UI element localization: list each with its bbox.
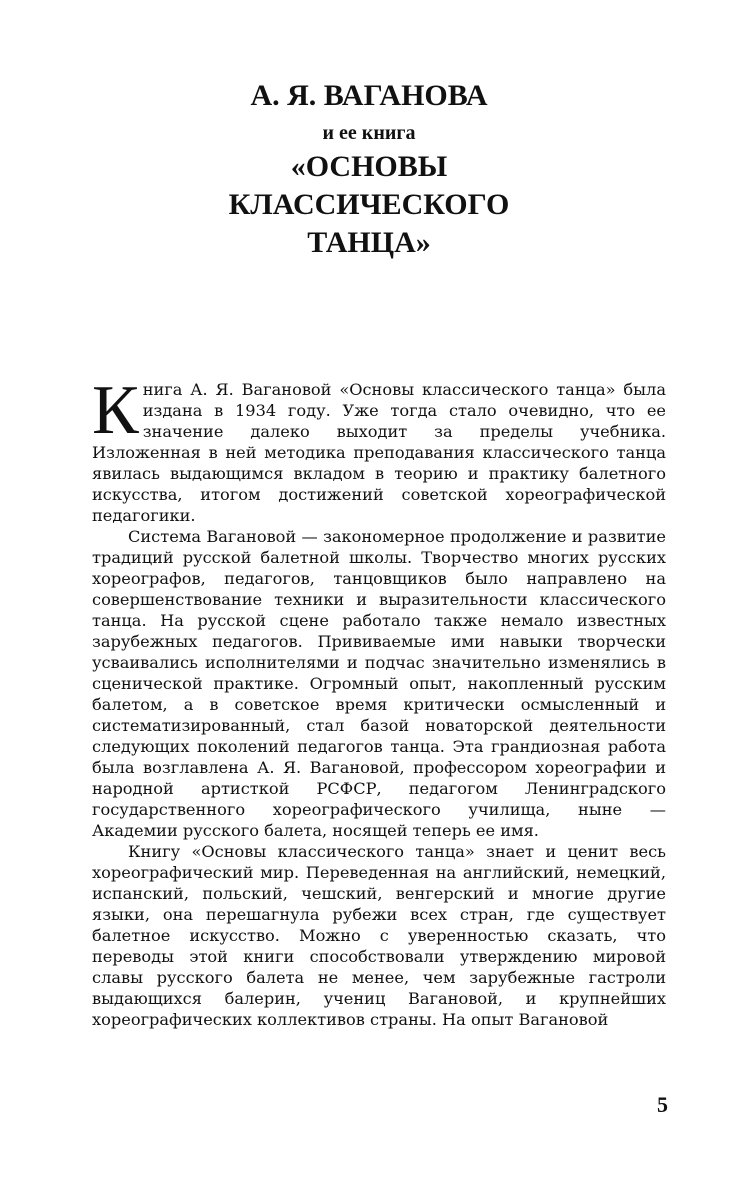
book-title-line-2: КЛАССИЧЕСКОГО: [228, 188, 510, 221]
page-number: 5: [657, 1092, 668, 1117]
chapter-heading: [0, 76, 738, 262]
paragraph-2: Система Вагановой — закономерное продолжение и развитие традиций русской балетной школы. Творчество многих русских хореографов, педагогов, танцовщиков было направлено на совершенствование техники и выразительности классического танца. На русской сцене работало также немало известных зарубежных педагогов. Прививаемые ими навыки творчески усваивались исполнителями и подчас значительно изменялись в сценической практике. Огромный опыт, накопленный русским балетом, а в советское время критически осмысленный и систематизированный, стал базой новаторской деятельности следующих поколений педагогов танца. Эта грандиозная работа была возглавлена А. Я. Вагановой, профессором хореографии и народной артисткой РСФСР, педагогом Ленинградского государственного хореографического училища, ныне — Академии русского балета, носящей теперь ее имя.: [92, 527, 666, 840]
paragraph-3: Книгу «Основы классического танца» знает и ценит весь хореографический мир. Переведенная на английский, немецкий, испанский, польский, чешский, венгерский и многие другие языки, она перешагнула рубежи всех стран, где существует балетное искусство. Можно с уверенностью сказать, что переводы этой книги способствовали утверждению мировой славы русского балета не менее, чем зарубежные гастроли выдающихся балерин, учениц Вагановой, и крупнейших хореографических коллективов страны. На опыт Вагановой: [92, 842, 666, 1029]
paragraph-1: [92, 372, 666, 526]
book-title-line-1: «ОСНОВЫ: [290, 150, 448, 183]
drop-cap: К: [92, 372, 139, 449]
book-title-line-3: ТАНЦА»: [307, 226, 431, 259]
author-name: А. Я. ВАГАНОВА: [250, 79, 488, 112]
heading-subtitle: и ее книга: [322, 122, 416, 144]
paragraph-1-text: нига А. Я. Вагановой «Основы классического танца» была издана в 1934 году. Уже тогда стало очевидно, что ее значение далеко выходит за пределы учебника. Изложенная в ней методика преподавания классического танца явилась выдающимся вкладом в теорию и практику балетного искусства, итогом достижений советской хореографической педагогики.: [92, 380, 666, 525]
body-text: [92, 372, 666, 1030]
